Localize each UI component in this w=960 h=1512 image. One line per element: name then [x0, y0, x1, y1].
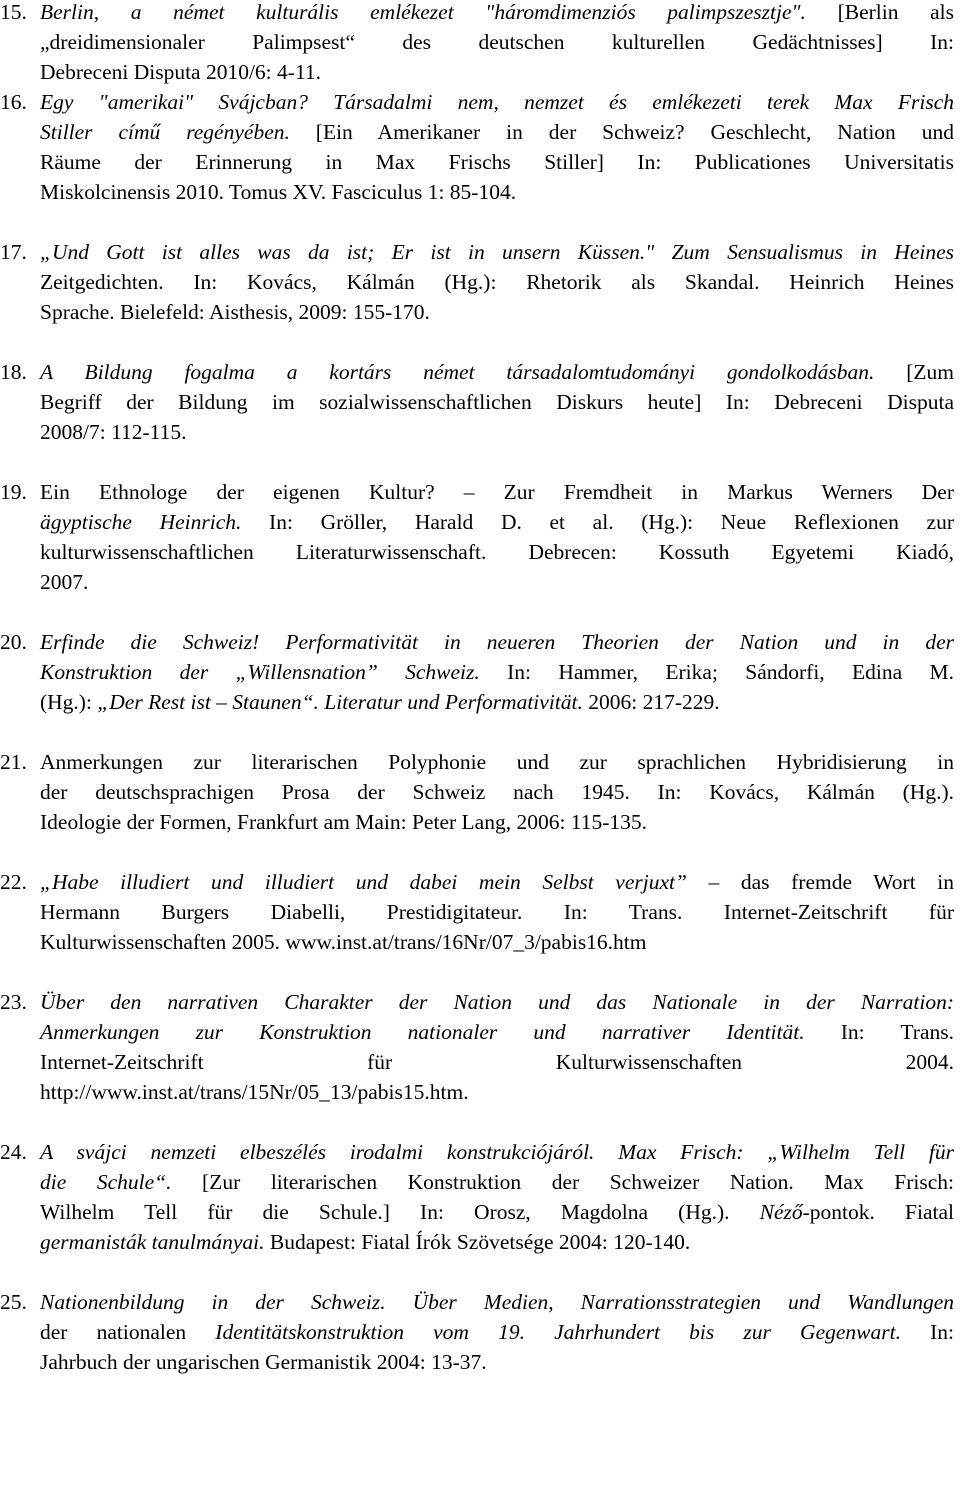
- entry-number: 25.: [0, 1290, 27, 1314]
- text: Zeitgedichten. In: Kovács, Kálmán (Hg.): Rhetorik als Skandal. Heinrich Heines: [40, 270, 954, 294]
- text: [Zum: [874, 360, 954, 384]
- entry-line: [40, 357, 954, 387]
- entry-number: 17.: [0, 240, 27, 264]
- text: http://www.inst.at/trans/15Nr/05_13/pabis15.htm.: [40, 1080, 469, 1104]
- entry-line: [40, 147, 954, 177]
- italic-text: Erfinde die Schweiz! Performativität in neueren Theorien der Nation und in der: [40, 630, 954, 654]
- entry-line: [40, 927, 954, 957]
- text: In: Gröller, Harald D. et al. (Hg.): Neue Reflexionen zur: [241, 510, 954, 534]
- entry-line: [40, 1167, 954, 1197]
- italic-text: Über den narrativen Charakter der Nation und das Nationale in der Narration:: [40, 990, 954, 1014]
- entry-line: [40, 477, 954, 507]
- italic-text: „Und Gott ist alles was da ist; Er ist in unsern Küssen." Zum Sensualismus in Heines: [40, 240, 954, 264]
- entry-line: [40, 267, 954, 297]
- text: der nationalen: [40, 1320, 216, 1344]
- entry-number: 22.: [0, 870, 27, 894]
- text: der deutschsprachigen Prosa der Schweiz nach 1945. In: Kovács, Kálmán (Hg.).: [40, 780, 954, 804]
- italic-text: „Der Rest ist – Staunen“. Literatur und Performativität.: [97, 690, 583, 714]
- text: Debreceni Disputa 2010/6: 4-11.: [40, 60, 322, 84]
- text: In:: [900, 1320, 954, 1344]
- text: Budapest: Fiatal Írók Szövetsége 2004: 120-140.: [264, 1230, 691, 1254]
- italic-text: Konstruktion der „Willensnation” Schweiz.: [40, 660, 480, 684]
- entry-line: [40, 507, 954, 537]
- entry-line: [40, 387, 954, 417]
- text: -pontok. Fiatal: [802, 1200, 954, 1224]
- italic-text: „Habe illudiert und illudiert und dabei mein Selbst verjuxt”: [40, 870, 687, 894]
- italic-text: Egy "amerikai" Svájcban? Társadalmi nem, nemzet és emlékezeti terek Max Frisch: [40, 90, 954, 114]
- entry-line: [40, 117, 954, 147]
- entry-line: [40, 1047, 954, 1077]
- entry-line: [40, 807, 954, 837]
- entry-line: [40, 567, 954, 597]
- text: Anmerkungen zur literarischen Polyphonie und zur sprachlichen Hybridisierung in: [40, 750, 954, 774]
- italic-text: A Bildung fogalma a kortárs német társadalomtudományi gondolkodásban.: [40, 360, 875, 384]
- italic-text: Néző: [759, 1200, 803, 1224]
- entry-line: [40, 177, 954, 207]
- text: „dreidimensionaler Palimpsest“ des deutschen kulturellen Gedächtnisses] In:: [40, 30, 954, 54]
- text: Miskolcinensis 2010. Tomus XV. Fasciculus 1: 85-104.: [40, 180, 517, 204]
- text: Hermann Burgers Diabelli, Prestidigitateur. In: Trans. Internet-Zeitschrift für: [40, 900, 954, 924]
- entry-number: 16.: [0, 90, 27, 114]
- entry-number: 15.: [0, 0, 27, 24]
- entry-line: [40, 747, 954, 777]
- entry-line: [40, 657, 954, 687]
- italic-text: die Schule“.: [40, 1170, 172, 1194]
- text: Kulturwissenschaften 2005. www.inst.at/trans/16Nr/07_3/pabis16.htm: [40, 930, 647, 954]
- entry-line: [40, 0, 954, 27]
- italic-text: A svájci nemzeti elbeszélés irodalmi konstrukciójáról. Max Frisch: „Wilhelm Tell für: [40, 1140, 954, 1164]
- italic-text: ägyptische Heinrich.: [40, 510, 242, 534]
- entry-line: [40, 297, 954, 327]
- text: Wilhelm Tell für die Schule.] In: Orosz, Magdolna (Hg.).: [40, 1200, 760, 1224]
- text: Internet-Zeitschrift für Kulturwissenschaften 2004.: [40, 1050, 954, 1074]
- entry-line: [40, 237, 954, 267]
- entry-line: [40, 1317, 954, 1347]
- text: [Ein Amerikaner in der Schweiz? Geschlecht, Nation und: [289, 120, 954, 144]
- entry-number: 20.: [0, 630, 27, 654]
- italic-text: Nationenbildung in der Schweiz. Über Medien, Narrationsstrategien und Wandlungen: [40, 1290, 954, 1314]
- text: Räume der Erinnerung in Max Frischs Stiller] In: Publicationes Universitatis: [40, 150, 954, 174]
- entry-line: [40, 1017, 954, 1047]
- entry-line: [40, 1347, 954, 1377]
- text: (Hg.):: [40, 690, 98, 714]
- text: [Berlin als: [805, 0, 954, 24]
- entry-number: 18.: [0, 360, 27, 384]
- text: Ein Ethnologe der eigenen Kultur? – Zur Fremdheit in Markus Werners Der: [40, 480, 954, 504]
- text: Jahrbuch der ungarischen Germanistik 2004: 13-37.: [40, 1350, 487, 1374]
- entry-line: [40, 1137, 954, 1167]
- entry-line: [40, 57, 954, 87]
- text: kulturwissenschaftlichen Literaturwissenschaft. Debrecen: Kossuth Egyetemi Kiadó,: [40, 540, 954, 564]
- italic-text: Stiller című regényében.: [40, 120, 290, 144]
- italic-text: Identitätskonstruktion vom 19. Jahrhundert bis zur Gegenwart.: [215, 1320, 901, 1344]
- entry-line: [40, 87, 954, 117]
- italic-text: Berlin, a német kulturális emlékezet "háromdimenziós palimpszesztje".: [40, 0, 806, 24]
- entry-line: [40, 27, 954, 57]
- italic-text: Anmerkungen zur Konstruktion nationaler und narrativer Identität.: [40, 1020, 805, 1044]
- entry-line: [40, 1287, 954, 1317]
- text: Ideologie der Formen, Frankfurt am Main: Peter Lang, 2006: 115-135.: [40, 810, 648, 834]
- text: Begriff der Bildung im sozialwissenschaftlichen Diskurs heute] In: Debreceni Disputa: [40, 390, 954, 414]
- text: [Zur literarischen Konstruktion der Schweizer Nation. Max Frisch:: [171, 1170, 954, 1194]
- italic-text: germanisták tanulmányai.: [40, 1230, 265, 1254]
- entry-line: [40, 1227, 954, 1257]
- entry-line: [40, 897, 954, 927]
- text: In: Trans.: [804, 1020, 954, 1044]
- text: 2008/7: 112-115.: [40, 420, 187, 444]
- entry-line: [40, 1197, 954, 1227]
- entry-line: [40, 417, 954, 447]
- entry-line: [40, 537, 954, 567]
- entry-line: [40, 1077, 954, 1107]
- text: – das fremde Wort in: [686, 870, 955, 894]
- entry-line: [40, 867, 954, 897]
- entry-line: [40, 687, 954, 717]
- entry-number: 21.: [0, 750, 27, 774]
- text: 2006: 217-229.: [582, 690, 720, 714]
- entry-number: 24.: [0, 1140, 27, 1164]
- entry-line: [40, 987, 954, 1017]
- text: 2007.: [40, 570, 89, 594]
- text: In: Hammer, Erika; Sándorfi, Edina M.: [479, 660, 954, 684]
- entry-line: [40, 627, 954, 657]
- entry-line: [40, 777, 954, 807]
- entry-number: 19.: [0, 480, 27, 504]
- text: Sprache. Bielefeld: Aisthesis, 2009: 155-170.: [40, 300, 430, 324]
- entry-number: 23.: [0, 990, 27, 1014]
